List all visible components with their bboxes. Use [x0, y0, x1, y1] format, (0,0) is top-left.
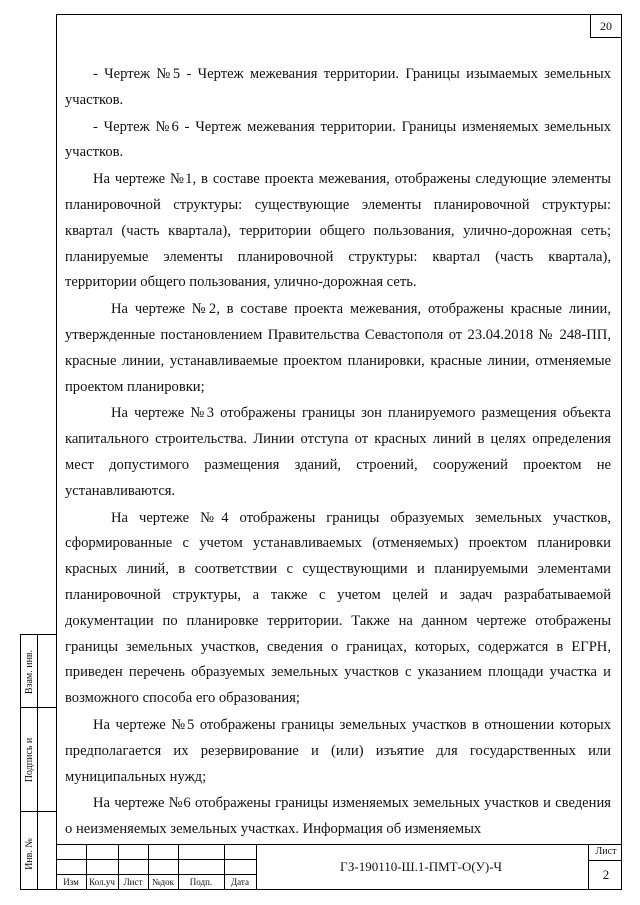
margin-stamp-strip	[20, 634, 56, 890]
paragraph: На чертеже №5 отображены границы земельных участков в отношении которых предполагается их резервирование и (или) изъятие для государственных или муниципальных нужд;	[65, 716, 611, 785]
title-block	[56, 844, 622, 890]
header-ndok: №док	[151, 877, 175, 887]
paragraph: На чертеже №4 отображены границы образуемых земельных участков, сформированные с учетом устанавливаемых (отменяемых) проектом планировки красных линий, в соответствии с существующими и планируемыми элементами планировочной структуры, а также с учетом целей и задач разрабатываемой документации по планировке территории. Также на данном чертеже отображены границы земельных участков, сведения о границах, которых, содержатся в ЕГРН, приведен перечень образуемых земельных участков с указанием площади участка и возможного способа его образования;	[65, 509, 611, 707]
margin-divider	[21, 811, 57, 812]
margin-label-podpis: Подпись и	[24, 737, 35, 783]
document-body	[65, 62, 611, 844]
margin-label-vzam: Взам. инв.	[24, 649, 35, 695]
paragraph: - Чертеж №5 - Чертеж межевания территории. Границы изымаемых земельных участков.	[65, 66, 611, 108]
sheet-number: 2	[602, 867, 610, 882]
paragraph: - Чертеж №6 - Чертеж межевания территории. Границы изменяемых земельных участков.	[65, 118, 611, 161]
paragraph: На чертеже №3 отображены границы зон планируемого размещения объекта капитального строительства. Линии отступа от красных линий в целях определения мест допустимого размещения зданий, строений, сооружений проектом не устанавливаются.	[65, 405, 611, 499]
page-number-top: 20	[590, 15, 621, 38]
header-podp: Подп.	[189, 877, 213, 887]
revision-table	[56, 845, 256, 889]
header-izm: Изм	[63, 877, 79, 887]
header-data: Дата	[231, 877, 249, 887]
header-koluch: Кол.уч	[89, 877, 115, 887]
sheet-label: Лист	[595, 846, 617, 857]
paragraph: На чертеже №6 отображены границы изменяемых земельных участков и сведения о неизменяемых земельных участках. Информация об изменяемых	[65, 795, 611, 838]
paragraph: На чертеже №1, в составе проекта межевания, отображены следующие элементы планировочной структуры: существующие элементы планировочной структуры: квартал (часть квартала), территории общего пользования, улично-дорожная сеть; планируемые элементы планировочной структуры: квартал (часть квартала), территории общего пользования, улично-дорожная сеть.	[65, 171, 611, 291]
sheet-divider	[588, 845, 589, 889]
paragraph: На чертеже №2, в составе проекта межевания, отображены красные линии, утвержденные постановлением Правительства Севастополя от 23.04.2018 № 248-ПП, красные линии, устанавливаемые проектом планировки, красные линии, отменяемые проектом планировки;	[65, 301, 611, 395]
margin-label-inv: Инв. №	[24, 838, 35, 870]
header-list: Лист	[123, 877, 143, 887]
document-number: ГЗ-190110-Ш.1-ПМТ-О(У)-Ч	[340, 859, 502, 874]
